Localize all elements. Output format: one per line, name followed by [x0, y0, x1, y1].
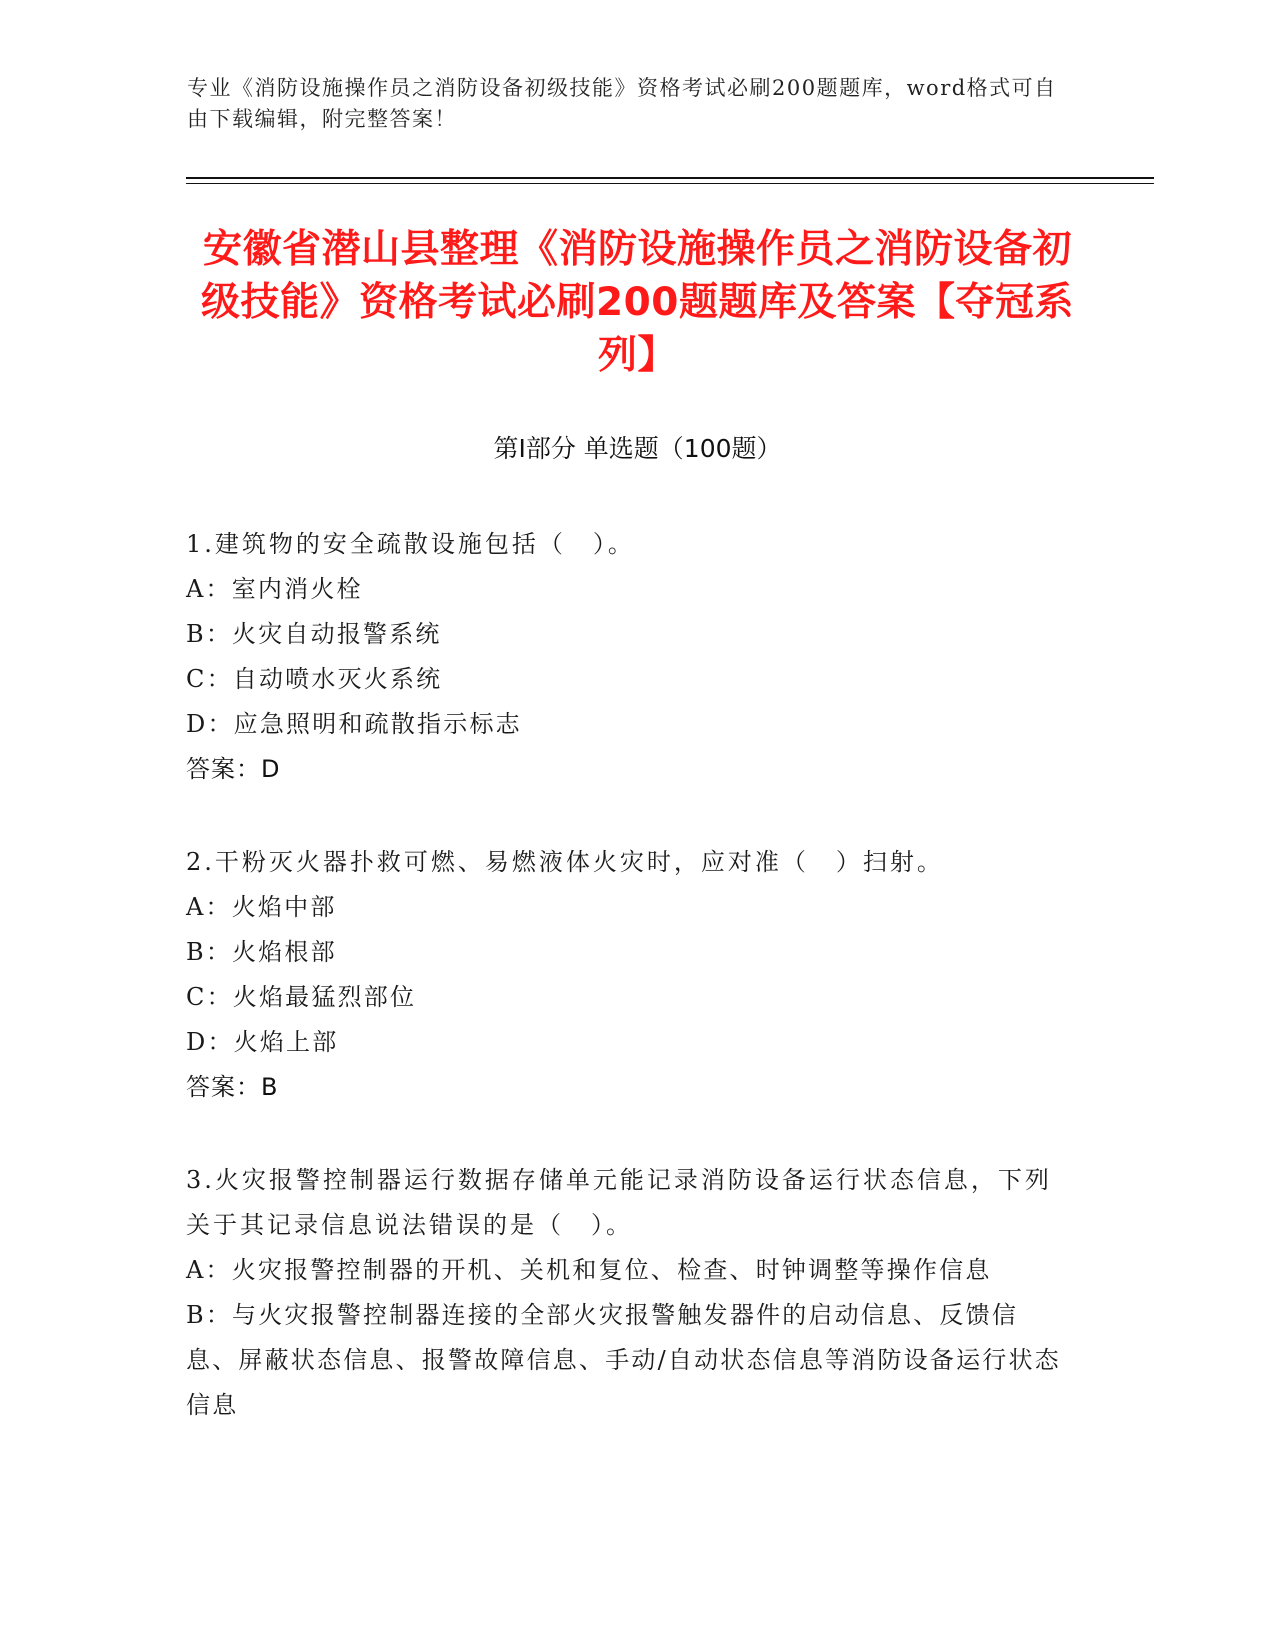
- question-text: 3.火灾报警控制器运行数据存储单元能记录消防设备运行状态信息，下列关于其记录信息说法错误的是（ ）。: [186, 1166, 1052, 1239]
- answer-line: 答案：D: [186, 755, 281, 783]
- question-3: [186, 1158, 1066, 1428]
- option-b: B：火灾自动报警系统: [186, 620, 442, 648]
- header-note: 专业《消防设施操作员之消防设备初级技能》资格考试必刷200题题库，word格式可自由下载编辑，附完整答案！: [187, 76, 1057, 131]
- option-d: D：应急照明和疏散指示标志: [186, 710, 522, 738]
- option-a: A：火灾报警控制器的开机、关机和复位、检查、时钟调整等操作信息: [186, 1256, 992, 1284]
- option-d: D：火焰上部: [186, 1028, 339, 1056]
- option-c: C：火焰最猛烈部位: [186, 983, 417, 1011]
- option-b: B：火焰根部: [186, 938, 337, 966]
- question-text: 1.建筑物的安全疏散设施包括（ ）。: [186, 530, 635, 558]
- question-text: 2.干粉灭火器扑救可燃、易燃液体火灾时，应对准（ ）扫射。: [186, 848, 944, 876]
- option-c: C：自动喷水灭火系统: [186, 665, 443, 693]
- question-2: [186, 840, 1066, 1110]
- header-divider-thin: [186, 183, 1154, 184]
- question-1: [186, 522, 1066, 792]
- option-a: A：火焰中部: [186, 893, 337, 921]
- section-heading: 第Ⅰ部分 单选题（100题）: [493, 434, 782, 463]
- option-a: A：室内消火栓: [186, 575, 363, 603]
- answer-line: 答案：B: [186, 1073, 279, 1101]
- header-divider-thick: [186, 177, 1154, 179]
- option-b: B：与火灾报警控制器连接的全部火灾报警触发器件的启动信息、反馈信息、屏蔽状态信息、报警故障信息、手动/自动状态信息等消防设备运行状态信息: [186, 1301, 1061, 1419]
- document-title: 安徽省潜山县整理《消防设施操作员之消防设备初级技能》资格考试必刷200题题库及答案【夺冠系列】: [201, 227, 1074, 378]
